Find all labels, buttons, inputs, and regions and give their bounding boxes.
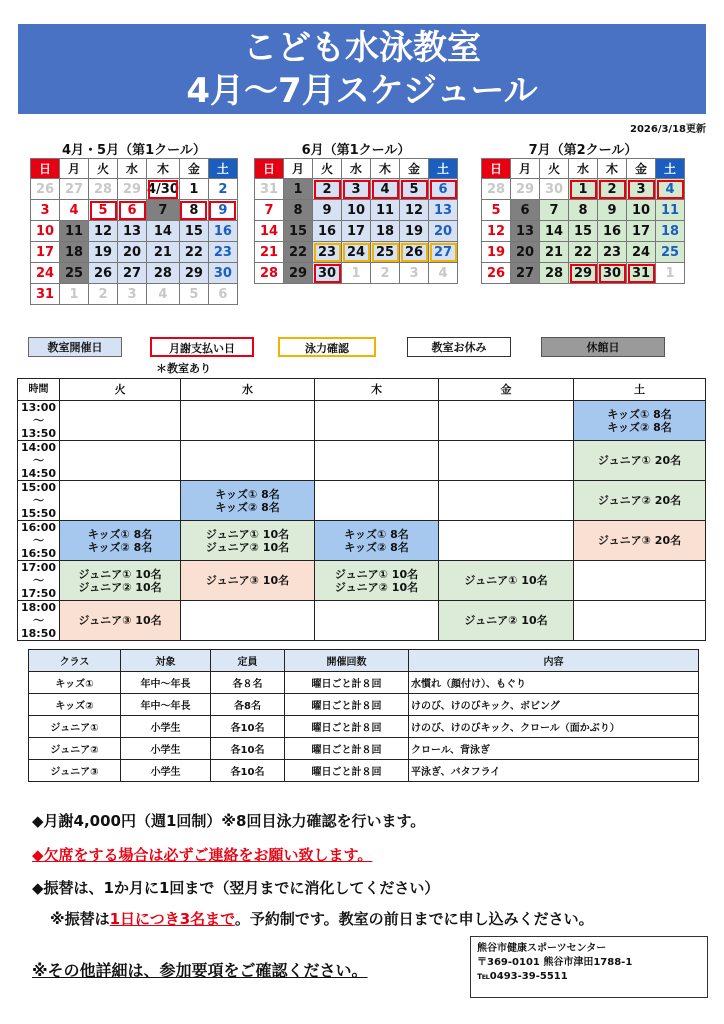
calendar-day: 6 (429, 179, 458, 200)
calendar-day: 29 (118, 179, 147, 200)
calendar-day: 4/30 (147, 179, 180, 200)
calendar-day: 31 (627, 263, 656, 284)
weekday-header: 月 (60, 159, 89, 179)
class-cell: 年中～年長 (121, 672, 211, 694)
calendar-day: 9 (598, 200, 627, 221)
schedule-cell (181, 441, 315, 481)
time-slot-text: ～ (33, 414, 44, 427)
calendar-day: 26 (482, 263, 511, 284)
schedule-cell: キッズ① 8名 キッズ② 8名 (315, 521, 439, 561)
schedule-cell: ジュニア② 20名 (574, 481, 706, 521)
schedule-cell (439, 521, 574, 561)
schedule-header: 木 (315, 379, 439, 401)
weekday-header: 月 (511, 159, 540, 179)
class-cell: 曜日ごと計８回 (285, 716, 409, 738)
calendar-day: 5 (179, 284, 208, 305)
weekday-header: 日 (482, 159, 511, 179)
schedule-cell (574, 601, 706, 641)
legend-open: 教室開催日 (28, 337, 122, 357)
calendar-day: 6 (208, 284, 237, 305)
calendar-day: 1 (342, 263, 371, 284)
schedule-cell: ジュニア③ 20名 (574, 521, 706, 561)
calendar-day: 17 (31, 242, 60, 263)
weekday-header: 木 (598, 159, 627, 179)
schedule-cell: ジュニア① 10名 ジュニア② 10名 (60, 561, 181, 601)
makeup-limit-prefix: ※振替は (50, 910, 110, 928)
class-cell: 各８名 (211, 672, 285, 694)
calendar-day: 7 (147, 200, 180, 221)
calendar-day: 11 (60, 221, 89, 242)
schedule-cell: ジュニア③ 10名 (60, 601, 181, 641)
schedule-cell: キッズ① 8名 キッズ② 8名 (574, 401, 706, 441)
calendar-title: 7月（第2クール） (528, 143, 638, 158)
class-cell: 曜日ごと計８回 (285, 760, 409, 782)
calendar-day: 24 (342, 242, 371, 263)
schedule-cell: ジュニア① 10名 (439, 561, 574, 601)
calendar-day: 1 (284, 179, 313, 200)
calendar-day: 24 (31, 263, 60, 284)
weekday-header: 火 (313, 159, 342, 179)
time-slot-text: 13:00 (20, 401, 56, 414)
calendar-day: 13 (429, 200, 458, 221)
calendar-day: 29 (511, 179, 540, 200)
calendar-day: 3 (627, 179, 656, 200)
class-cell: ジュニア① (29, 716, 121, 738)
calendar-day: 2 (208, 179, 237, 200)
calendar-day: 25 (60, 263, 89, 284)
schedule-header: 金 (439, 379, 574, 401)
calendar-day: 9 (208, 200, 237, 221)
facility-name: 熊谷市健康スポーツセンター (477, 943, 607, 954)
time-slot-text: 18:00 (20, 601, 56, 614)
calendar-day: 18 (656, 221, 685, 242)
class-table (28, 649, 699, 782)
calendar-day: 14 (255, 221, 284, 242)
time-slot (18, 401, 60, 441)
calendar-day: 8 (569, 200, 598, 221)
calendar-day: 15 (179, 221, 208, 242)
class-cell: 年中～年長 (121, 694, 211, 716)
time-slot-text: 17:00 (20, 561, 56, 574)
calendar-day: 10 (31, 221, 60, 242)
calendar-day: 25 (371, 242, 400, 263)
calendar-day: 8 (284, 200, 313, 221)
class-cell: ジュニア② (29, 738, 121, 760)
schedule-cell: ジュニア① 10名 ジュニア② 10名 (181, 521, 315, 561)
calendar-day: 22 (179, 242, 208, 263)
calendar-day: 28 (540, 263, 569, 284)
calendar-day: 16 (208, 221, 237, 242)
time-slot (18, 481, 60, 521)
calendar-day: 14 (147, 221, 180, 242)
address-box (470, 936, 708, 998)
calendar-day: 16 (313, 221, 342, 242)
calendar-day: 19 (89, 242, 118, 263)
class-cell: クロール、背泳ぎ (409, 738, 699, 760)
time-slot (18, 441, 60, 481)
calendar-day: 25 (656, 242, 685, 263)
class-cell: けのび、けのびキック、クロール（面かぶり） (409, 716, 699, 738)
calendar-day: 21 (540, 242, 569, 263)
weekday-header: 土 (208, 159, 237, 179)
calendar-day: 26 (89, 263, 118, 284)
schedule-cell (574, 561, 706, 601)
calendar-day: 13 (511, 221, 540, 242)
calendar-day: 20 (118, 242, 147, 263)
class-cell: 各10名 (211, 738, 285, 760)
class-header: 開催回数 (285, 650, 409, 672)
calendar-day: 11 (371, 200, 400, 221)
calendar-day: 12 (89, 221, 118, 242)
weekday-header: 土 (429, 159, 458, 179)
class-cell: キッズ② (29, 694, 121, 716)
calendar-day: 29 (284, 263, 313, 284)
weekday-header: 金 (179, 159, 208, 179)
fee-note: ◆月謝4,000円（週1回制）※8回目泳力確認を行います。 (32, 812, 426, 830)
schedule-cell (315, 481, 439, 521)
calendar-day: 4 (656, 179, 685, 200)
calendar-grid (481, 158, 685, 284)
calendar-day: 18 (60, 242, 89, 263)
calendar-day: 1 (60, 284, 89, 305)
weekday-header: 土 (656, 159, 685, 179)
calendar-day: 8 (179, 200, 208, 221)
time-slot-text: ～ (33, 454, 44, 467)
makeup-limit-highlight: 1日につき3名まで (109, 910, 235, 928)
weekday-header: 火 (89, 159, 118, 179)
calendar-day: 27 (60, 179, 89, 200)
calendar-day: 28 (147, 263, 180, 284)
time-slot-text: 18:50 (20, 627, 56, 640)
time-slot-text: ～ (33, 494, 44, 507)
calendar-day: 5 (400, 179, 429, 200)
calendar-day: 5 (482, 200, 511, 221)
class-cell: 小学生 (121, 760, 211, 782)
calendar-day: 23 (313, 242, 342, 263)
schedule-cell (439, 401, 574, 441)
schedule-cell (60, 401, 181, 441)
calendar-day: 13 (118, 221, 147, 242)
schedule-cell (181, 601, 315, 641)
weekday-header: 金 (400, 159, 429, 179)
legend-evaluation: 泳力確認 (278, 337, 376, 357)
weekday-header: 火 (540, 159, 569, 179)
calendar-day: 7 (540, 200, 569, 221)
calendar-day: 21 (147, 242, 180, 263)
calendar-day: 11 (656, 200, 685, 221)
calendar-day: 21 (255, 242, 284, 263)
class-header: 定員 (211, 650, 285, 672)
calendar-day: 23 (208, 242, 237, 263)
calendar-day: 29 (569, 263, 598, 284)
schedule-cell: ジュニア② 10名 (439, 601, 574, 641)
calendar-day: 28 (482, 179, 511, 200)
calendar-day: 20 (511, 242, 540, 263)
class-cell: 水慣れ（顔付け）、もぐり (409, 672, 699, 694)
calendar-day: 15 (284, 221, 313, 242)
schedule-cell: キッズ① 8名 キッズ② 8名 (60, 521, 181, 561)
schedule-cell (181, 401, 315, 441)
absence-note: ◆欠席をする場合は必ずご連絡をお願い致します。 (32, 846, 373, 864)
calendar-day: 28 (255, 263, 284, 284)
calendar-day: 4 (60, 200, 89, 221)
calendar-day: 30 (313, 263, 342, 284)
time-slot (18, 521, 60, 561)
calendar-title: 6月（第1クール） (301, 143, 411, 158)
calendar-day: 28 (89, 179, 118, 200)
schedule-cell (315, 601, 439, 641)
makeup-limit-note (50, 908, 594, 929)
calendar-day: 19 (482, 242, 511, 263)
calendar-day: 24 (627, 242, 656, 263)
time-slot (18, 561, 60, 601)
calendar-day: 12 (482, 221, 511, 242)
calendar-day: 27 (118, 263, 147, 284)
calendar-day: 10 (342, 200, 371, 221)
calendar-day: 7 (255, 200, 284, 221)
schedule-cell (315, 441, 439, 481)
page-subtitle: 4月～7月スケジュール (186, 71, 538, 111)
calendar-day: 26 (31, 179, 60, 200)
details-note: ※その他詳細は、参加要項をご確認ください。 (32, 961, 368, 980)
calendar-day: 20 (429, 221, 458, 242)
weekday-header: 日 (31, 159, 60, 179)
makeup-limit-suffix: 。予約制です。教室の前日までに申し込みください。 (234, 910, 594, 928)
schedule-cell (60, 481, 181, 521)
time-slot-text: 14:50 (20, 467, 56, 480)
schedule-cell: ジュニア③ 10名 (181, 561, 315, 601)
calendar-day: 1 (569, 179, 598, 200)
legend-off: 教室お休み (407, 337, 511, 357)
time-slot-text: 15:50 (20, 507, 56, 520)
calendar-day: 16 (598, 221, 627, 242)
weekday-header: 水 (569, 159, 598, 179)
calendar-apr-may (30, 139, 238, 305)
time-slot-text: ～ (33, 534, 44, 547)
schedule-header: 土 (574, 379, 706, 401)
class-cell: けのび、けのびキック、ボビング (409, 694, 699, 716)
schedule-header: 火 (60, 379, 181, 401)
calendar-day: 17 (342, 221, 371, 242)
calendar-day: 17 (627, 221, 656, 242)
class-header: 内容 (409, 650, 699, 672)
calendar-day: 19 (400, 221, 429, 242)
schedule-cell (60, 441, 181, 481)
calendar-day: 27 (429, 242, 458, 263)
time-slot-text: 14:00 (20, 441, 56, 454)
calendar-day: 2 (89, 284, 118, 305)
class-cell: 小学生 (121, 716, 211, 738)
calendar-grid (254, 158, 458, 284)
calendar-day: 14 (540, 221, 569, 242)
calendar-day: 30 (598, 263, 627, 284)
class-header: 対象 (121, 650, 211, 672)
calendar-day: 3 (400, 263, 429, 284)
update-date: 2026/3/18更新 (629, 124, 706, 135)
class-cell: 各8名 (211, 694, 285, 716)
calendar-day: 23 (598, 242, 627, 263)
class-cell: 曜日ごと計８回 (285, 694, 409, 716)
calendar-day: 30 (540, 179, 569, 200)
calendar-day: 26 (400, 242, 429, 263)
facility-address: 〒369-0101 熊谷市津田1788-1 (477, 957, 633, 968)
class-cell: 各10名 (211, 716, 285, 738)
class-cell: 曜日ごと計８回 (285, 738, 409, 760)
calendar-day: 1 (656, 263, 685, 284)
calendar-day: 29 (179, 263, 208, 284)
time-slot-text: 16:50 (20, 547, 56, 560)
schedule-cell (315, 401, 439, 441)
time-slot-text: 15:00 (20, 481, 56, 494)
class-cell: キッズ① (29, 672, 121, 694)
calendar-day: 31 (255, 179, 284, 200)
weekday-header: 水 (118, 159, 147, 179)
calendar-day: 3 (31, 200, 60, 221)
calendar-jun (254, 139, 458, 284)
class-cell: 平泳ぎ、バタフライ (409, 760, 699, 782)
calendar-day: 22 (569, 242, 598, 263)
schedule-header: 時間 (18, 379, 60, 401)
class-header: クラス (29, 650, 121, 672)
calendar-day: 2 (371, 263, 400, 284)
calendar-grid (30, 158, 238, 305)
calendar-day: 31 (31, 284, 60, 305)
schedule-cell: ジュニア① 10名 ジュニア② 10名 (315, 561, 439, 601)
time-slot-text: 13:50 (20, 427, 56, 440)
calendar-day: 3 (342, 179, 371, 200)
calendar-day: 3 (118, 284, 147, 305)
facility-phone: ℡0493-39-5511 (477, 971, 568, 982)
calendar-day: 15 (569, 221, 598, 242)
weekday-header: 金 (627, 159, 656, 179)
title-banner (18, 24, 706, 114)
class-cell: ジュニア③ (29, 760, 121, 782)
schedule-cell (439, 481, 574, 521)
calendar-day: 18 (371, 221, 400, 242)
calendar-day: 27 (511, 263, 540, 284)
calendar-day: 4 (371, 179, 400, 200)
weekday-header: 水 (342, 159, 371, 179)
calendar-day: 2 (313, 179, 342, 200)
makeup-note: ◆振替は、1か月に1回まで（翌月までに消化してください） (32, 879, 440, 897)
calendar-day: 5 (89, 200, 118, 221)
legend-payment: 月謝支払い日 (150, 337, 254, 357)
legend-closed: 休館日 (541, 337, 665, 357)
schedule-header: 水 (181, 379, 315, 401)
calendar-day: 12 (400, 200, 429, 221)
page-title: こども水泳教室 (243, 28, 481, 68)
calendar-title: 4月・5月（第1クール） (62, 143, 206, 158)
time-slot-text: ～ (33, 614, 44, 627)
schedule-cell: ジュニア① 20名 (574, 441, 706, 481)
weekday-header: 月 (284, 159, 313, 179)
time-slot-text: ～ (33, 574, 44, 587)
schedule-cell (439, 441, 574, 481)
class-cell: 小学生 (121, 738, 211, 760)
weekday-header: 日 (255, 159, 284, 179)
schedule-cell: キッズ① 8名 キッズ② 8名 (181, 481, 315, 521)
calendar-day: 2 (598, 179, 627, 200)
calendar-day: 1 (179, 179, 208, 200)
class-cell: 曜日ごと計８回 (285, 672, 409, 694)
time-slot-text: 17:50 (20, 587, 56, 600)
calendar-day: 6 (118, 200, 147, 221)
weekday-header: 木 (147, 159, 180, 179)
calendar-jul (481, 139, 685, 284)
calendar-day: 4 (147, 284, 180, 305)
calendar-day: 4 (429, 263, 458, 284)
time-slot (18, 601, 60, 641)
calendar-day: 6 (511, 200, 540, 221)
schedule-table (17, 378, 706, 641)
calendar-day: 22 (284, 242, 313, 263)
calendar-day: 10 (627, 200, 656, 221)
class-cell: 各10名 (211, 760, 285, 782)
legend-note: ＊教室あり (156, 362, 211, 375)
weekday-header: 木 (371, 159, 400, 179)
calendar-day: 9 (313, 200, 342, 221)
time-slot-text: 16:00 (20, 521, 56, 534)
calendar-day: 30 (208, 263, 237, 284)
